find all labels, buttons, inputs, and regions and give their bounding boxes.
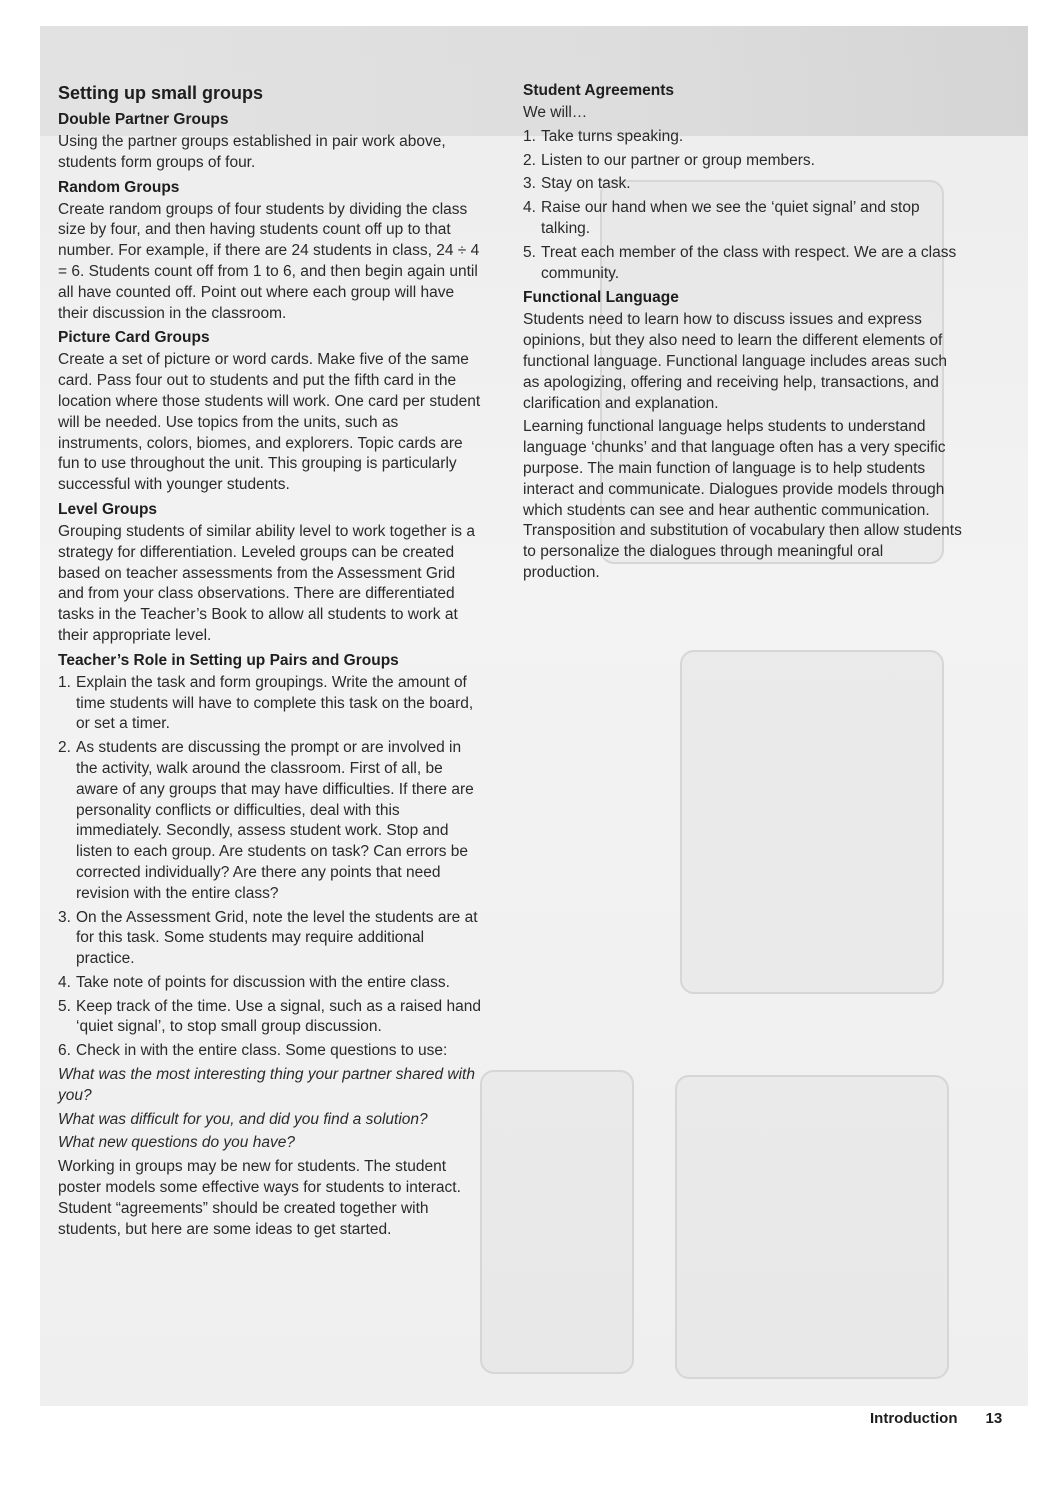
faded-panel: [680, 650, 944, 994]
list-item: 1. Take turns speaking.: [523, 127, 684, 145]
list-item: 4. Take note of points for discussion with the entire class.: [58, 973, 450, 991]
question-2: What was difficult for you, and did you find a solution?: [58, 1110, 428, 1128]
level-groups-heading: Level Groups: [58, 500, 158, 518]
right-column: [523, 80, 963, 587]
list-item: 5. Keep track of the time. Use a signal, such as a raised hand ‘quiet signal’, to stop small group discussion.: [58, 997, 481, 1036]
random-groups-text: Create random groups of four students by dividing the class size by four, and then having students count off up to that number. For example, if there are 24 students in class, 24 ÷ 4 = 6. Students count off from 1 to 6, and then begin again until all have counted off. Point out where each group will have their discussion in the classroom.: [58, 200, 480, 322]
left-column: [58, 80, 483, 1243]
picture-card-text: Create a set of picture or word cards. Make five of the same card. Pass four out to students and put the fifth card in the location where those students will work. One card per student will be needed. Use topics from the units, such as instruments, colors, biomes, and explorers. Topic cards are fun to use throughout the unit. This grouping is particularly successful with younger students.: [58, 351, 481, 494]
list-item: 4. Raise our hand when we see the ‘quiet signal’ and stop talking.: [523, 199, 920, 237]
agreements-list: [523, 127, 963, 285]
double-partner-text: Using the partner groups established in pair work above, students form groups of four.: [58, 133, 446, 171]
footer-section: Introduction: [870, 1410, 958, 1427]
section-title: Setting up small groups: [58, 83, 264, 103]
question-3: What new questions do you have?: [58, 1134, 295, 1152]
list-item: 1. Explain the task and form groupings. Write the amount of time students will have to complete this task on the board, or set a timer.: [58, 673, 474, 733]
teacher-role-list: [58, 673, 483, 1062]
list-item: 2. As students are discussing the prompt or are involved in the activity, walk around the classroom. First of all, be aware of any groups that may have difficulties. If there are personality conflicts or difficulties, deal with this immediately. Secondly, assess student work. Stop and listen to each group. Are students on task? Can errors be corrected individually? Are there any points that need revision with the entire class?: [58, 739, 474, 902]
list-item: 3. On the Assessment Grid, note the level the students are at for this task. Some students may require additional practice.: [58, 908, 478, 968]
faded-panel: [675, 1075, 949, 1379]
page-number: 13: [985, 1410, 1003, 1427]
list-item: 6. Check in with the entire class. Some questions to use:: [58, 1042, 448, 1060]
functional-language-text-1: Students need to learn how to discuss issues and express opinions, but they also need to learn the different elements of functional language. Functional language includes areas such as apologizing, offering and receiving help, transactions, and clarification and explanation.: [523, 311, 947, 412]
teacher-role-heading: Teacher’s Role in Setting up Pairs and Groups: [58, 651, 399, 669]
double-partner-heading: Double Partner Groups: [58, 111, 229, 128]
functional-language-text-2: Learning functional language helps students to understand language ‘chunks’ and that language often has a very specific purpose. The main function of language is to help students interact and communicate. Dialogues provide models through which students can see and hear authentic communication. Transposition and substitution of vocabulary then allow students to personalize the dialogues through meaningful oral production.: [523, 418, 962, 581]
list-item: 3. Stay on task.: [523, 175, 631, 193]
question-1: What was the most interesting thing your partner shared with you?: [58, 1066, 475, 1104]
student-agreements-heading: Student Agreements: [523, 82, 675, 99]
list-item: 2. Listen to our partner or group members.: [523, 151, 815, 169]
faded-panel: [480, 1070, 634, 1374]
we-will-text: We will…: [523, 104, 588, 121]
closing-text: Working in groups may be new for students. The student poster models some effective ways for students to interact. Student “agreements” should be created together with students, but here are some ideas to get started.: [58, 1158, 461, 1238]
page-footer: [870, 1410, 1002, 1427]
picture-card-heading: Picture Card Groups: [58, 329, 210, 347]
functional-language-heading: Functional Language: [523, 289, 679, 307]
list-item: 5. Treat each member of the class with respect. We are a class community.: [523, 243, 957, 282]
random-groups-heading: Random Groups: [58, 178, 180, 196]
level-groups-text: Grouping students of similar ability level to work together is a strategy for differentiation. Leveled groups can be created based on teacher assessments from the Assessment Grid and from your class observations. There are differentiated tasks in the Teacher’s Book to allow all students to work at their appropriate level.: [58, 522, 475, 644]
